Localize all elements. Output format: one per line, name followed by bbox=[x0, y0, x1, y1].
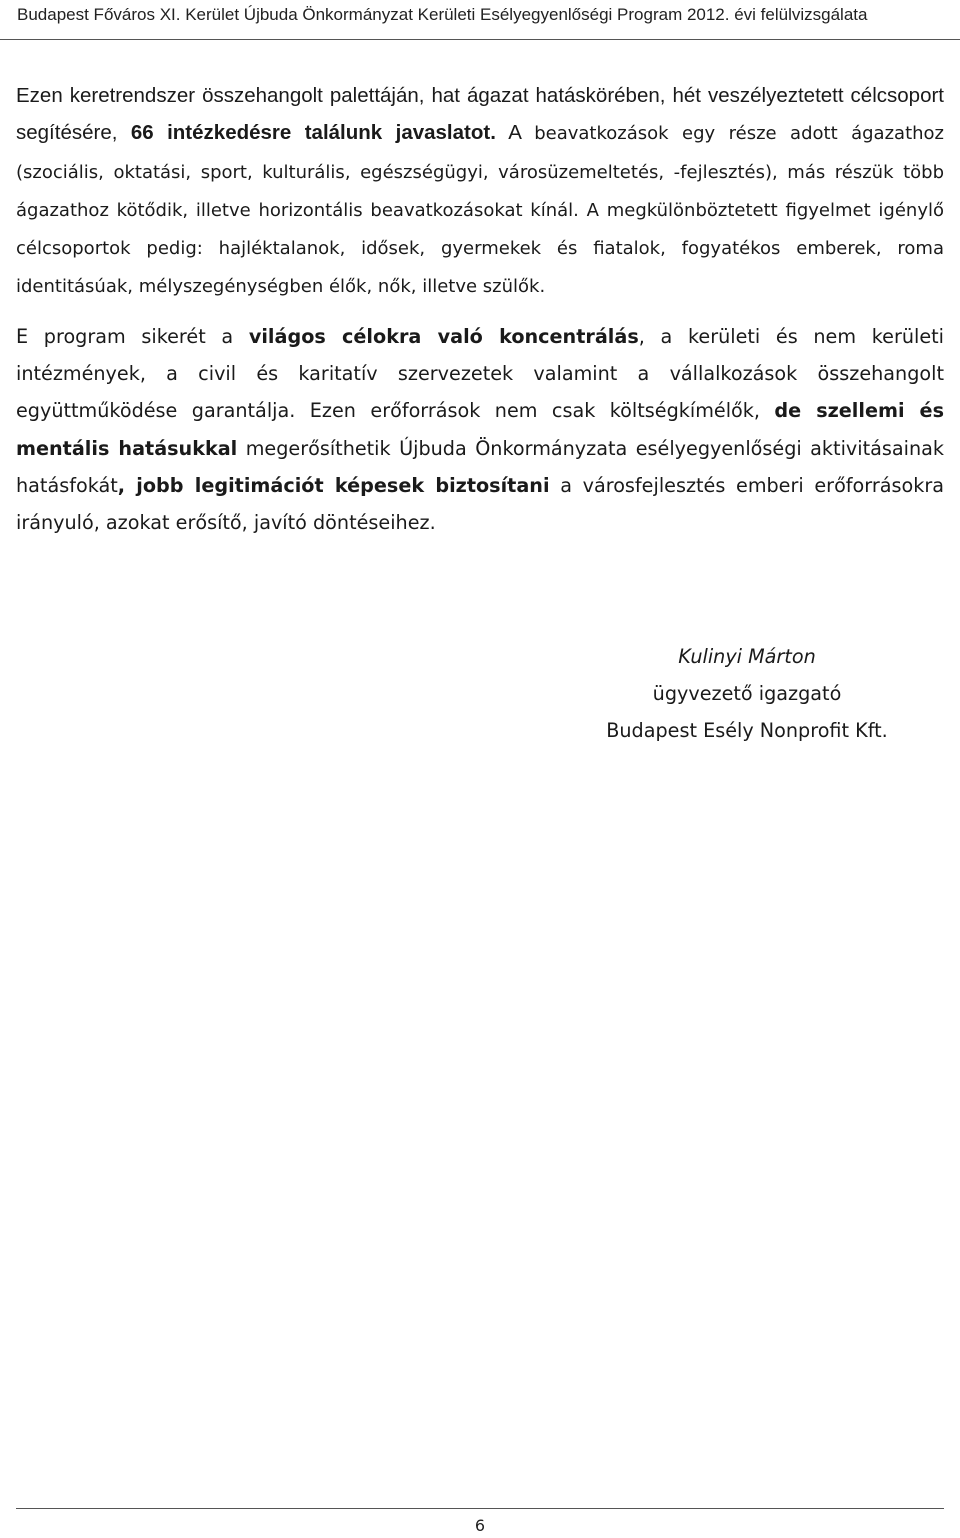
paragraph-intro-text-2: A bbox=[495, 121, 535, 145]
running-header bbox=[0, 0, 960, 40]
paragraph-program-text-4: a városfejlesztés emberi erőforrásokra irányuló, azokat erősítő, javító döntéseihez. bbox=[16, 473, 944, 535]
paragraph-program-text-1: E program sikerét a bbox=[16, 324, 249, 348]
paragraph-intro bbox=[16, 77, 944, 306]
signatory-organization: Budapest Esély Nonprofit Kft. bbox=[606, 719, 888, 742]
footer-divider bbox=[16, 1508, 944, 1509]
paragraph-program-bold-1: világos célokra való koncentrálás bbox=[248, 324, 639, 348]
paragraph-intro-text-3: beavatkozások egy része adott ágazathoz (szociális, oktatási, sport, kulturális, egészségügyi, városüzemeltetés, -fejlesztés), más részük több ágazathoz kötődik, illetve horizontális beavatkozásokat kínál. A megkülönböztetett figyelmet igénylő célcsoportok pedig: hajléktalanok, idősek, gyermekek és fiatalok, fogyatékos emberek, roma identitásúak, mélyszegénységben élők, nők, illetve szülők. bbox=[16, 123, 944, 298]
signatory-role: ügyvezető igazgató bbox=[652, 682, 842, 705]
page-number: 6 bbox=[474, 1516, 486, 1535]
paragraph-intro-text-1: Ezen keretrendszer összehangolt palettáján, hat ágazat hatáskörében, hét veszélyeztetett célcsoport segítésére, bbox=[16, 84, 944, 145]
header-title: Budapest Főváros XI. Kerület Újbuda Önkormányzat Kerületi Esélyegyenlőségi Program 2012. évi felülvizsgálata bbox=[17, 5, 868, 24]
paragraph-program-text-3: megerősíthetik Újbuda Önkormányzata esélyegyenlőségi aktivitásainak hatásfokát bbox=[16, 436, 944, 497]
document-body bbox=[16, 77, 944, 542]
signatory-name: Kulinyi Márton bbox=[678, 645, 816, 668]
paragraph-intro-bold-1: 66 intézkedésre találunk javaslatot. bbox=[130, 121, 496, 145]
paragraph-program-bold-3: , jobb legitimációt képesek biztosítani bbox=[117, 473, 550, 497]
paragraph-program-text-2: , a kerületi és nem kerületi intézmények, a civil és karitatív szervezetek valamint a vállalkozások összehangolt együttműködése garantálja. Ezen erőforrások nem csak költségkímélők, bbox=[16, 324, 944, 423]
signature-block bbox=[596, 638, 916, 749]
paragraph-program-bold-2: de szellemi és mentális hatásukkal bbox=[16, 399, 944, 460]
paragraph-program bbox=[16, 318, 944, 542]
